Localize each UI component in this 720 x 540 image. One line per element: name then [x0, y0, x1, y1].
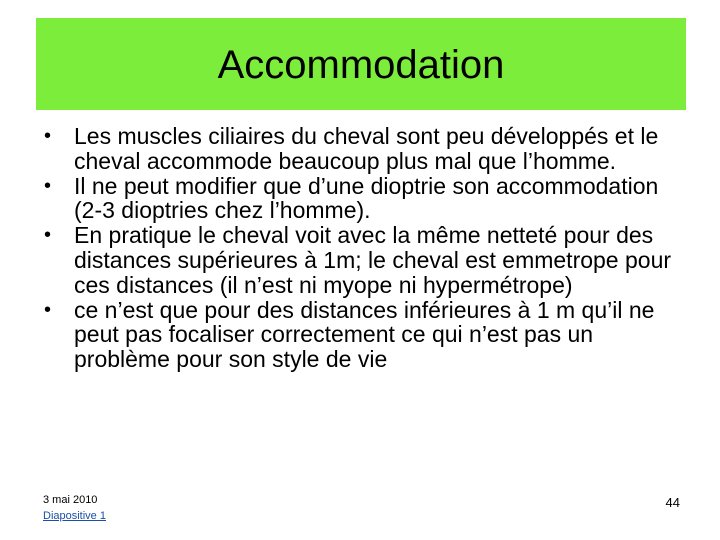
- bullet-item: [44, 298, 684, 372]
- bullet-item: [44, 124, 684, 174]
- footer-slide-link[interactable]: Diapositive 1: [43, 510, 106, 522]
- bullet-icon: •: [44, 174, 52, 197]
- bullet-text: En pratique le cheval voit avec la même netteté pour des distances supérieures à 1m; le cheval est emmetrope pour ces distances (il n’est ni myope ni hypermétrope): [74, 222, 672, 298]
- page-number: 44: [665, 495, 680, 510]
- bullet-icon: •: [44, 224, 52, 247]
- bullet-text: Les muscles ciliaires du cheval sont peu développés et le cheval accommode beaucoup plus mal que l’homme.: [74, 123, 659, 174]
- slide-title: Accommodation: [217, 43, 505, 87]
- footer-date: 3 mai 2010: [43, 494, 98, 506]
- bullet-item: [44, 223, 684, 297]
- bullet-list: [44, 124, 684, 372]
- bullet-icon: •: [44, 298, 52, 321]
- bullet-text: Il ne peut modifier que d’une dioptrie son accommodation (2-3 dioptries chez l’homme).: [74, 172, 659, 224]
- title-bar: [36, 18, 686, 110]
- bullet-icon: •: [44, 125, 52, 147]
- bullet-text: ce n’est que pour des distances inférieures à 1 m qu’il ne peut pas focaliser correctement ce qui n’est pas un problème pour son style de vie: [74, 296, 655, 373]
- bullet-item: [44, 174, 684, 224]
